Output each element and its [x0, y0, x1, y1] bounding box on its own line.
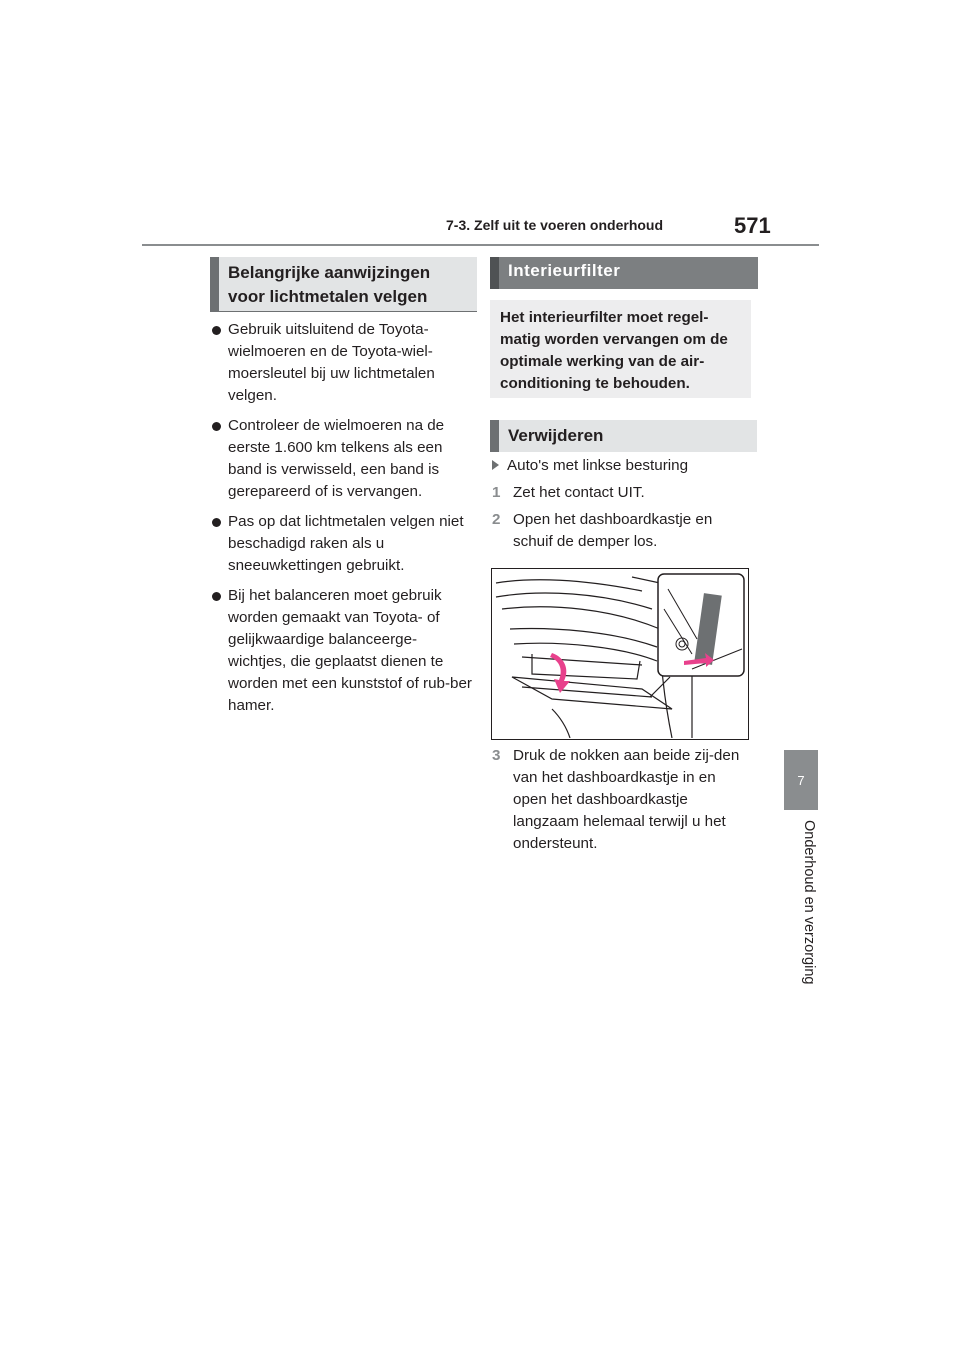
- cabin-filter-intro: Het interieurfilter moet regel-matig worden vervangen om de optimale werking van de air-conditioning te behouden.: [500, 309, 728, 392]
- step-text: Zet het contact UIT.: [513, 484, 645, 501]
- step-text: Open het dashboardkastje en schuif de demper los.: [513, 511, 713, 550]
- bullet-item: [210, 415, 472, 503]
- step-number: 3: [492, 747, 501, 764]
- step-number: 2: [492, 511, 501, 528]
- bullet-text: Bij het balanceren moet gebruik worden gemaakt van Toyota- of gelijkwaardige balanceerge-wichtjes, die geplaatst dienen te worden met een kunststof of rub-ber hamer.: [228, 587, 472, 714]
- triangle-marker-icon: [492, 460, 499, 470]
- bullet-text: Controleer de wielmoeren na de eerste 1.600 km telkens als een band is verwisseld, een band is gerepareerd of is vervangen.: [228, 417, 445, 500]
- alloy-wheels-heading-box: [210, 257, 477, 312]
- step-item: [492, 509, 752, 553]
- chapter-tab: [784, 750, 818, 810]
- bullet-text: Gebruik uitsluitend de Toyota-wielmoeren en de Toyota-wiel-moersleutel bij uw lichtmetalen velgen.: [228, 321, 435, 404]
- bullet-item: [210, 585, 472, 717]
- bullet-item: [210, 319, 472, 407]
- bullet-dot-icon: [212, 592, 221, 601]
- cabin-filter-heading: Interieurfilter: [508, 261, 621, 280]
- removal-heading: Verwijderen: [508, 426, 604, 445]
- cabin-filter-intro-box: [490, 300, 751, 398]
- page-number: 571: [734, 213, 771, 238]
- step-text: Druk de nokken aan beide zij-den van het dashboardkastje in en open het dashboardkastje langzaam helemaal terwijl u het ondersteunt.: [513, 747, 740, 852]
- section-title: 7-3. Zelf uit te voeren onderhoud: [446, 217, 664, 233]
- bullet-dot-icon: [212, 422, 221, 431]
- step-item: [492, 745, 752, 855]
- header-divider: [142, 244, 819, 246]
- bullet-text: Pas op dat lichtmetalen velgen niet beschadigd raken als u sneeuwkettingen gebruikt.: [228, 513, 464, 574]
- removal-heading-box: [490, 420, 757, 452]
- bullet-item: [210, 511, 472, 577]
- condition-line: [492, 457, 688, 474]
- glovebox-drawing: [492, 569, 747, 738]
- chapter-number: 7: [797, 772, 805, 788]
- glovebox-illustration: [491, 568, 749, 740]
- bullet-dot-icon: [212, 518, 221, 527]
- condition-text: Auto's met linkse besturing: [507, 457, 689, 474]
- alloy-wheels-bullet-list: [210, 319, 472, 725]
- step-number: 1: [492, 484, 501, 501]
- step-item: [492, 482, 752, 504]
- bullet-dot-icon: [212, 326, 221, 335]
- chapter-label: Onderhoud en verzorging: [801, 820, 817, 985]
- alloy-wheels-heading: Belangrijke aanwijzingen voor lichtmetalen velgen: [228, 263, 431, 306]
- cabin-filter-heading-box: [490, 257, 758, 289]
